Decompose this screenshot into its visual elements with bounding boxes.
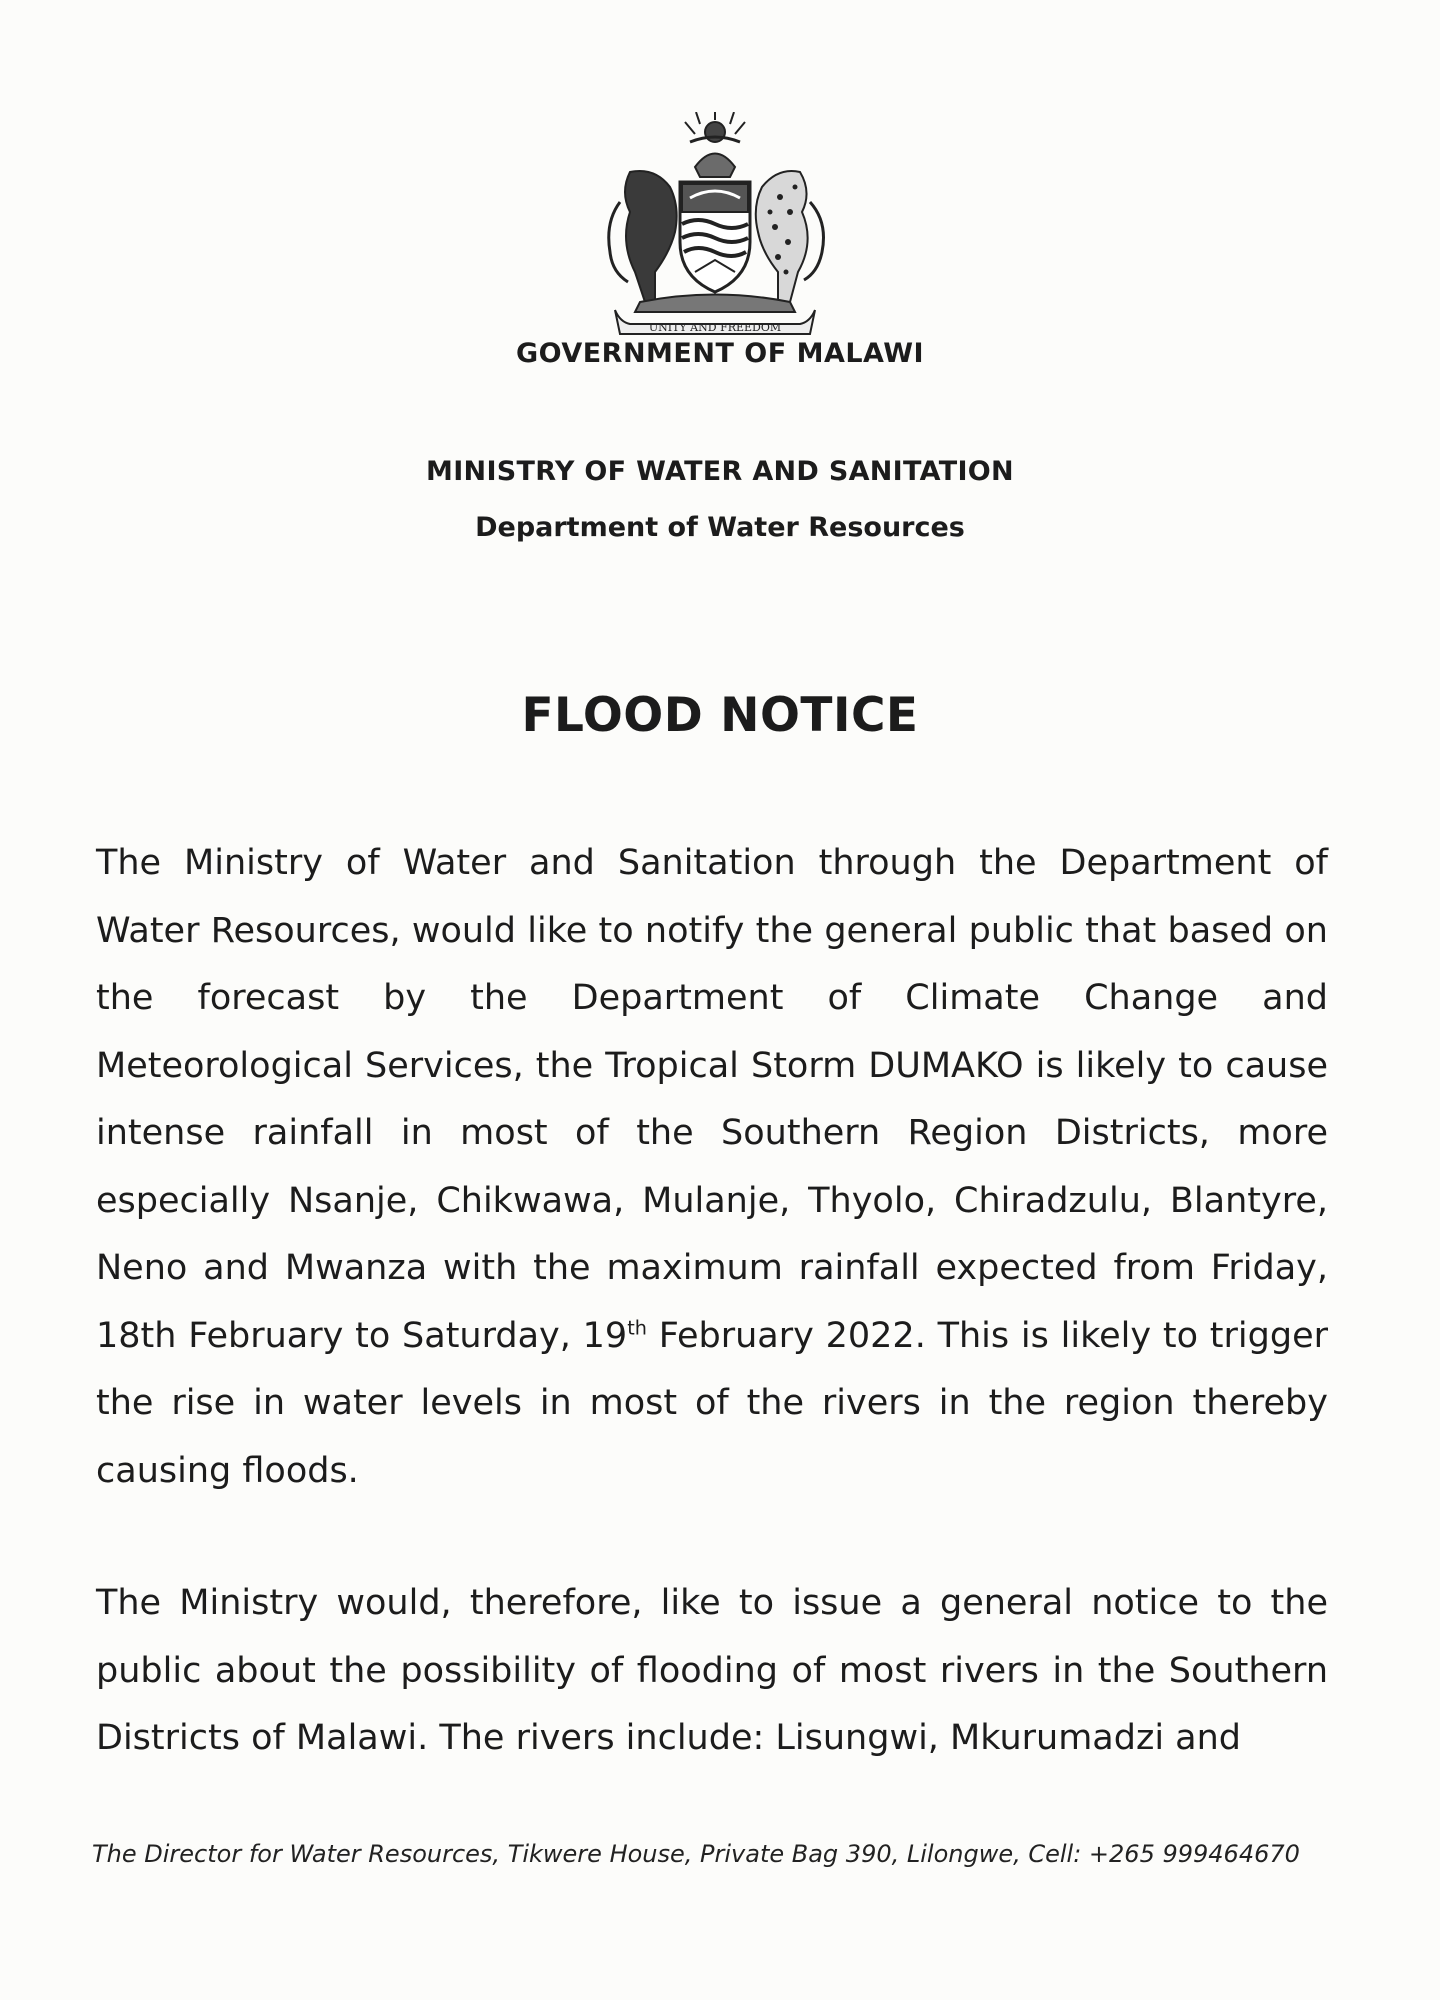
government-heading: GOVERNMENT OF MALAWI (515, 338, 925, 369)
paragraph-1-text-a: The Ministry of Water and Sanitation through the Department of Water Resources, would like to notify the general public that based on the forecast by the Department of Climate Change and Meteorological Services, the Tropical Storm DUMAKO is likely to cause intense rainfall in most of the Southern Region Districts, more especially Nsanje, Chikwawa, Mulanje, Thyolo, Chiradzulu, Blantyre, Neno and Mwanza with the maximum rainfall expected from Friday, 18th February to Saturday, 19 (96, 843, 1328, 1356)
notice-title: FLOOD NOTICE (521, 688, 919, 743)
notice-paragraph-2: The Ministry would, therefore, like to issue a general notice to the public about the possibility of flooding of most rivers in the Southern Districts of Malawi. The rivers include: Lisungwi, Mkurumadzi and (96, 1583, 1328, 1758)
crest-motto-text: UNITY AND FREEDOM (648, 321, 782, 334)
footer-address: The Director for Water Resources, Tikwere House, Private Bag 390, Lilongwe, Cell: +265 999464670 (92, 1840, 1300, 1868)
paragraph-1-text-b: February 2022. This is likely to trigger the rise in water levels in most of the rivers in the region thereby causing floods. (96, 1315, 1328, 1491)
ministry-heading: MINISTRY OF WATER AND SANITATION (426, 456, 1014, 487)
department-heading: Department of Water Resources (475, 512, 965, 543)
paragraph-1-superscript: th (627, 1315, 647, 1339)
notice-paragraph-1 (96, 830, 1328, 1505)
malawi-coat-of-arms-icon (600, 112, 830, 337)
